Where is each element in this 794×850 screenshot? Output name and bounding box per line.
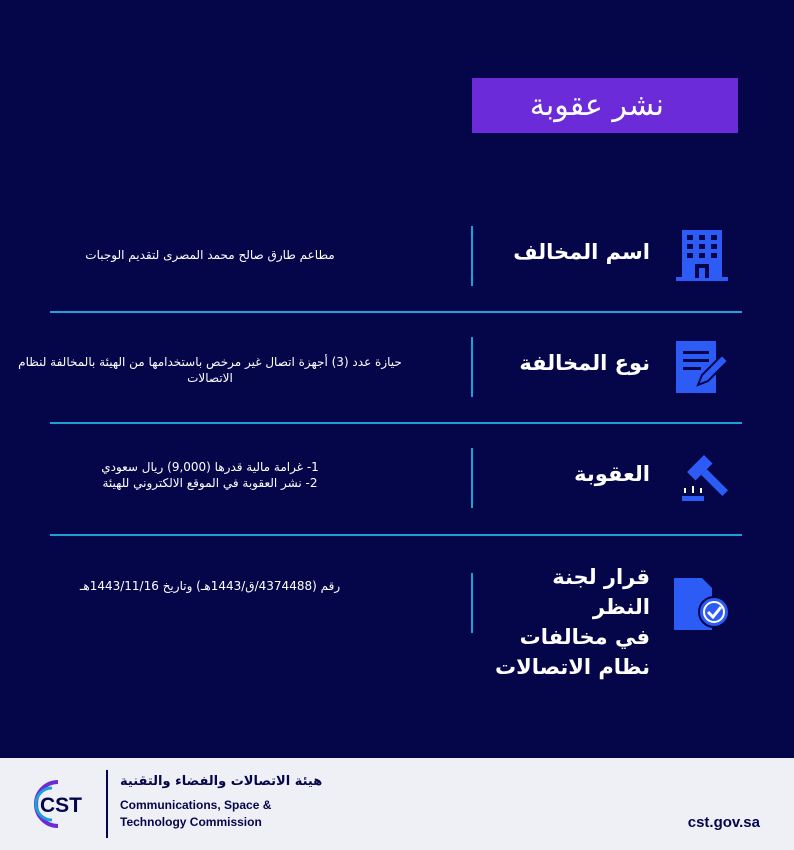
penalty-line: 1- غرامة مالية قدرها (9,000) ريال سعودي [101,460,319,474]
row-label-violator-name: اسم المخالف [513,240,650,264]
committee-label-line: نظام الاتصالات [495,655,650,679]
row-value-violation-type: حيازة عدد (3) أجهزة اتصال غير مرخص باستخدامها من الهيئة بالمخالفة لنظام الاتصالات [18,355,402,385]
row-label-penalty: العقوبة [574,462,650,486]
row-divider-vertical [471,573,473,633]
website-link[interactable]: cst.gov.sa [687,814,760,831]
committee-label-line: في مخالفات [519,625,650,649]
document-pen-icon [674,339,730,395]
logo-text: CST [40,794,82,817]
cst-logo [28,776,98,832]
title-banner [472,78,738,133]
penalty-line: 2- نشر العقوبة في الموقع الالكتروني للهيئة [102,476,318,490]
page-title: نشر عقوبة [529,88,664,123]
document-badge-icon [672,576,732,632]
org-name-english-line1: Communications, Space & [120,798,272,812]
org-name-english-line2: Technology Commission [120,815,262,829]
row-value-committee-decision: رقم (4374488/ق/1443هـ) وتاريخ 1443/11/16هـ [79,579,341,593]
building-icon [674,228,730,284]
row-divider-vertical [471,337,473,397]
footer [0,758,794,850]
row-separator [50,311,742,313]
row-separator [50,534,742,536]
row-separator [50,422,742,424]
footer-divider [106,770,108,838]
row-label-violation-type: نوع المخالفة [519,351,650,375]
row-label-committee-decision [490,562,650,682]
row-divider-vertical [471,226,473,286]
row-value-penalty [10,459,410,491]
gavel-icon [674,450,730,506]
row-value-violator-name: مطاعم طارق صالح محمد المصرى لتقديم الوجبات [85,248,335,262]
org-name-arabic: هيئة الاتصالات والفضاء والتقنية [120,774,323,789]
row-divider-vertical [471,448,473,508]
committee-label-line: قرار لجنة النظر [552,565,650,619]
